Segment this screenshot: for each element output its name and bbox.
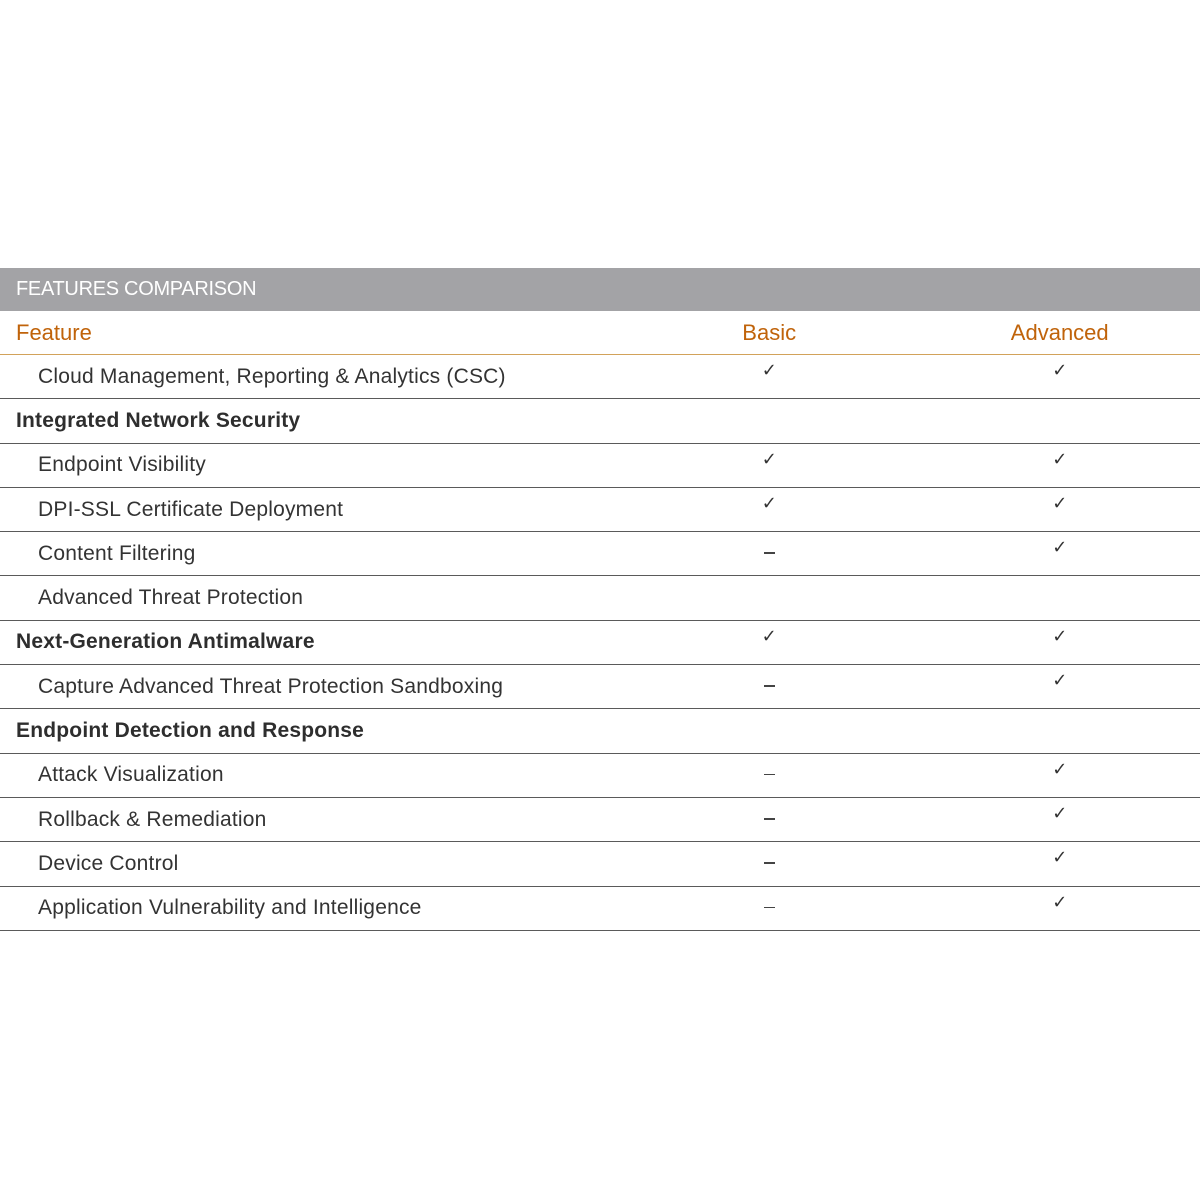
- advanced-value: [1052, 670, 1068, 696]
- check-icon: ✓: [761, 493, 777, 515]
- table-row: [0, 754, 1200, 798]
- dash-icon: [764, 907, 775, 909]
- header-feature: Feature: [16, 319, 92, 345]
- basic-cell: [615, 545, 907, 563]
- advanced-value: [1052, 493, 1068, 519]
- advanced-cell: [908, 493, 1200, 520]
- feature-cell: [0, 365, 615, 389]
- check-icon: ✓: [1052, 847, 1068, 869]
- basic-value: [761, 493, 777, 519]
- advanced-value: [1052, 448, 1068, 475]
- check-icon: ✓: [761, 448, 777, 470]
- basic-value: [761, 360, 777, 386]
- table-row: [0, 709, 1200, 753]
- table-row: [0, 532, 1200, 576]
- check-icon: ✓: [1052, 803, 1068, 825]
- feature-cell: [0, 808, 615, 832]
- advanced-cell: [908, 803, 1200, 830]
- feature-cell: [0, 896, 615, 920]
- feature-label: Integrated Network Security: [16, 408, 301, 432]
- header-basic: [615, 320, 908, 346]
- dash-icon: [764, 685, 775, 687]
- table-banner-title: FEATURES COMPARISON: [0, 268, 1200, 311]
- feature-cell: [0, 409, 615, 433]
- check-icon: ✓: [761, 625, 777, 647]
- feature-cell: [0, 719, 615, 743]
- basic-cell: [615, 766, 907, 784]
- check-icon: ✓: [1052, 360, 1068, 382]
- header-advanced-label: Advanced: [1010, 319, 1109, 345]
- basic-cell: [615, 493, 907, 520]
- feature-label: Rollback & Remediation: [38, 807, 267, 831]
- advanced-cell: [908, 670, 1200, 697]
- table-header-row: [0, 311, 1200, 355]
- table-row: [0, 887, 1200, 931]
- feature-cell: [0, 498, 615, 522]
- table-row: [0, 798, 1200, 842]
- advanced-value: [1052, 891, 1068, 918]
- feature-cell: [0, 586, 615, 610]
- basic-cell: [615, 678, 907, 696]
- table-body: [0, 355, 1200, 931]
- advanced-cell: [908, 847, 1200, 874]
- table-row: [0, 576, 1200, 620]
- basic-value: [764, 545, 775, 562]
- basic-cell: [615, 625, 908, 653]
- feature-label: Device Control: [38, 851, 179, 875]
- basic-cell: [615, 855, 907, 873]
- basic-value: [761, 625, 777, 652]
- advanced-value: [1052, 847, 1068, 873]
- table-row: [0, 621, 1200, 665]
- advanced-cell: [908, 537, 1200, 564]
- feature-label: Capture Advanced Threat Protection Sandboxing: [38, 674, 504, 698]
- advanced-value: [1052, 360, 1068, 386]
- basic-value: [764, 678, 775, 695]
- table-row: [0, 355, 1200, 399]
- table-row: [0, 399, 1200, 443]
- basic-cell: [615, 899, 907, 917]
- basic-value: [764, 811, 775, 828]
- dash-icon: [764, 862, 775, 864]
- basic-cell: [615, 360, 907, 387]
- feature-label: Endpoint Visibility: [38, 453, 207, 477]
- table-row: [0, 444, 1200, 488]
- advanced-value: [1052, 625, 1068, 652]
- check-icon: ✓: [761, 360, 777, 382]
- header-basic-label: Basic: [742, 319, 797, 345]
- feature-cell: [0, 675, 615, 699]
- check-icon: ✓: [1052, 448, 1068, 470]
- basic-value: [764, 766, 775, 783]
- feature-label: Endpoint Detection and Response: [16, 719, 365, 743]
- advanced-cell: [908, 758, 1200, 786]
- advanced-cell: [908, 891, 1200, 919]
- basic-cell: [615, 811, 907, 829]
- dash-icon: [764, 774, 775, 776]
- advanced-value: [1052, 803, 1068, 829]
- advanced-value: [1052, 758, 1068, 785]
- check-icon: ✓: [1052, 625, 1068, 647]
- basic-cell: [615, 448, 907, 476]
- check-icon: ✓: [1052, 670, 1068, 692]
- table-row: [0, 488, 1200, 532]
- feature-cell: [0, 630, 615, 654]
- features-comparison-table: [0, 268, 1200, 931]
- basic-value: [761, 448, 777, 475]
- feature-label: Next-Generation Antimalware: [16, 630, 315, 654]
- feature-label: Application Vulnerability and Intelligence: [38, 896, 422, 920]
- dash-icon: [764, 552, 775, 554]
- dash-icon: [764, 818, 775, 820]
- advanced-cell: [907, 625, 1200, 653]
- feature-label: DPI-SSL Certificate Deployment: [38, 497, 344, 521]
- feature-cell: [0, 453, 615, 477]
- check-icon: ✓: [1052, 758, 1068, 780]
- advanced-value: [1052, 537, 1068, 563]
- feature-cell: [0, 852, 615, 876]
- basic-value: [764, 899, 775, 916]
- advanced-cell: [908, 360, 1200, 387]
- check-icon: ✓: [1052, 537, 1068, 559]
- table-row: [0, 665, 1200, 709]
- check-icon: ✓: [1052, 891, 1068, 913]
- check-icon: ✓: [1052, 493, 1068, 515]
- feature-cell: [0, 542, 615, 566]
- feature-label: Advanced Threat Protection: [38, 586, 304, 610]
- feature-label: Cloud Management, Reporting & Analytics (CSC): [38, 364, 506, 388]
- feature-cell: [0, 763, 615, 787]
- table-row: [0, 842, 1200, 886]
- header-advanced: [907, 320, 1200, 346]
- feature-label: Attack Visualization: [38, 763, 224, 787]
- feature-label: Content Filtering: [38, 541, 196, 565]
- basic-value: [764, 855, 775, 872]
- advanced-cell: [908, 448, 1200, 476]
